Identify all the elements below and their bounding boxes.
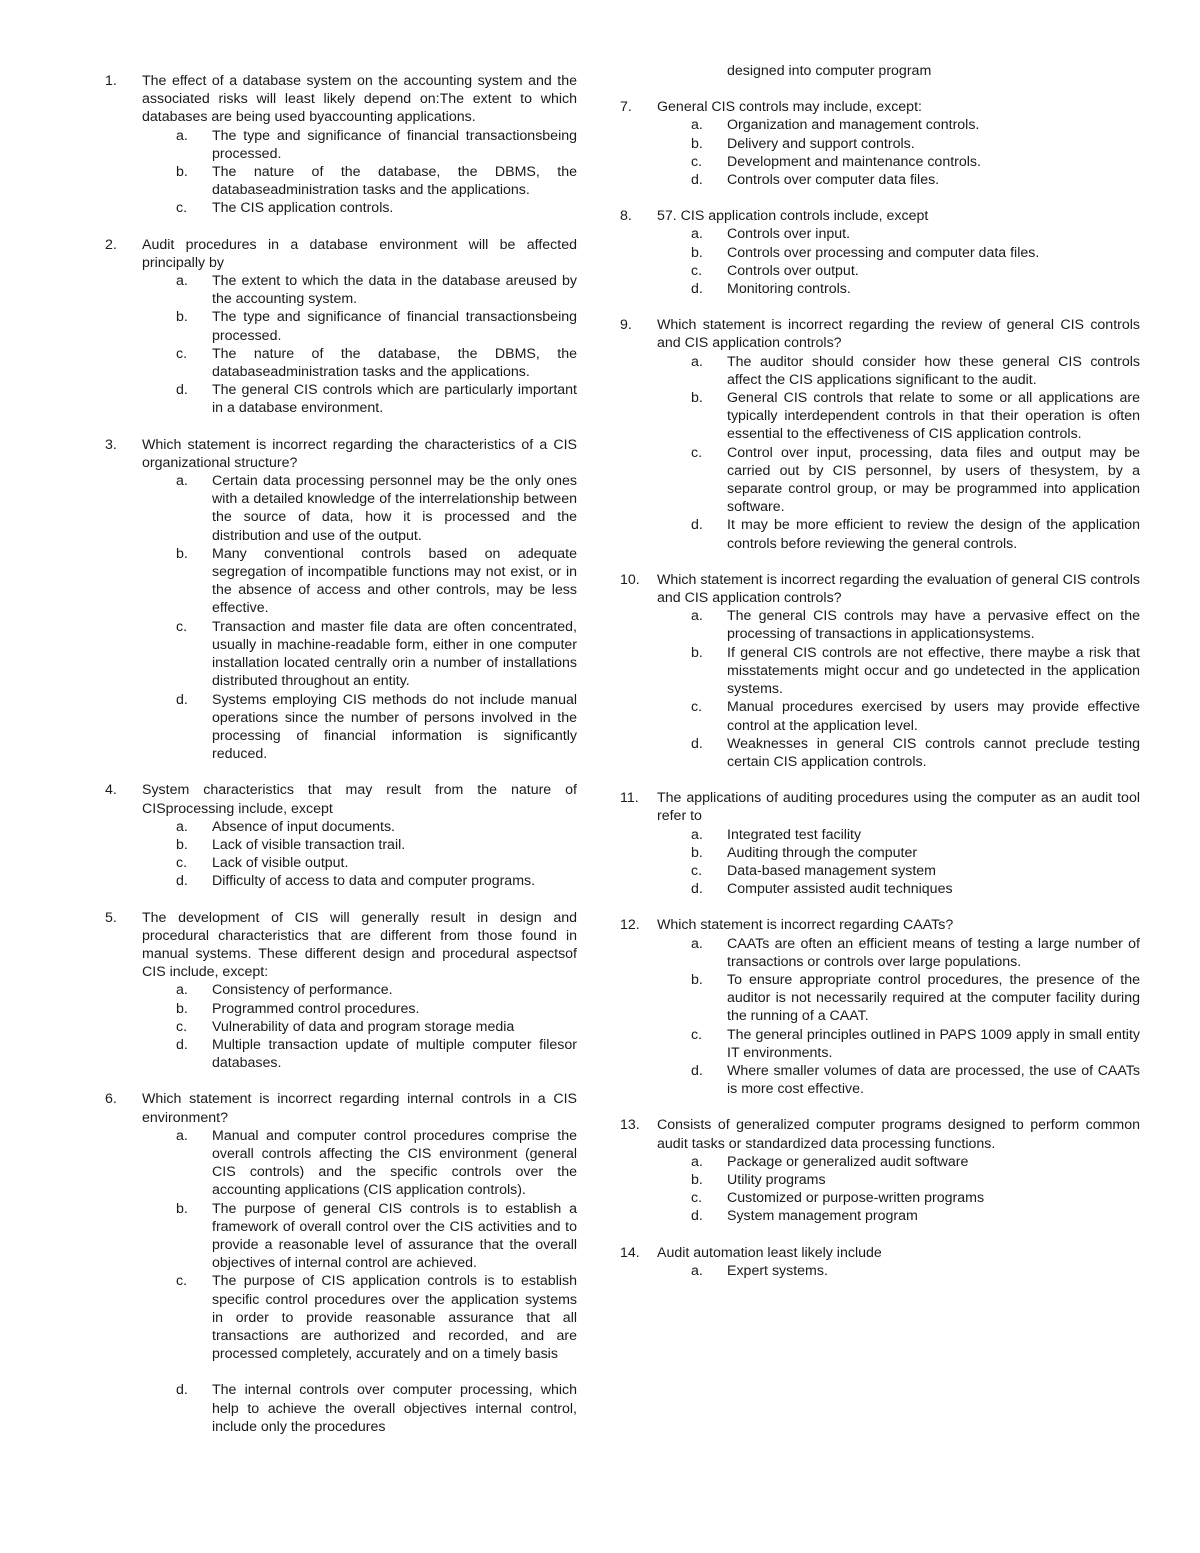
question-stem: Consists of generalized computer programs designed to perform common audit tasks or standardized data processing functions. bbox=[657, 1117, 1140, 1152]
answer-option bbox=[691, 353, 1140, 389]
question-stem: General CIS controls may include, except: bbox=[657, 99, 922, 116]
answer-option bbox=[176, 1200, 577, 1273]
answer-options bbox=[142, 127, 577, 218]
option-text: Systems employing CIS methods do not include manual operations since the number of persons involved in the processing of financial information is significantly reduced. bbox=[212, 691, 577, 763]
question-item bbox=[620, 1116, 1140, 1225]
answer-option bbox=[691, 1207, 1140, 1225]
option-letter: c. bbox=[176, 618, 188, 635]
right-column bbox=[620, 62, 1140, 1298]
answer-option bbox=[691, 1262, 1140, 1280]
option-text: The nature of the database, the DBMS, the databaseadministration tasks and the applications. bbox=[212, 164, 577, 199]
option-text: Customized or purpose-written programs bbox=[727, 1190, 985, 1207]
option-text: The type and significance of financial transactionsbeing processed. bbox=[212, 309, 577, 344]
option-text: The CIS application controls. bbox=[212, 200, 394, 217]
option-letter: d. bbox=[691, 881, 703, 898]
answer-option bbox=[691, 862, 1140, 880]
answer-option bbox=[176, 981, 577, 999]
option-text: Control over input, processing, data files and output may be carried out by CIS personnel, by users of thesystem, by a separate control group, or may be programmed into application software. bbox=[727, 444, 1140, 516]
option-letter: a. bbox=[691, 226, 703, 243]
option-letter: d. bbox=[691, 281, 703, 298]
answer-option bbox=[691, 171, 1140, 189]
answer-option bbox=[691, 1026, 1140, 1062]
answer-option bbox=[691, 262, 1140, 280]
option-text: Multiple transaction update of multiple computer filesor databases. bbox=[212, 1036, 577, 1072]
option-letter: c. bbox=[176, 1273, 188, 1290]
option-text: Lack of visible output. bbox=[212, 855, 349, 872]
option-letter: a. bbox=[691, 117, 703, 134]
answer-option bbox=[691, 280, 1140, 298]
question-number: 9. bbox=[620, 317, 632, 334]
option-text: Vulnerability of data and program storage media bbox=[212, 1018, 515, 1035]
question-number: 4. bbox=[105, 782, 117, 799]
option-text: Manual procedures exercised by users may provide effective control at the application level. bbox=[727, 699, 1140, 734]
option-text: The type and significance of financial transactionsbeing processed. bbox=[212, 127, 577, 162]
option-text: The general CIS controls may have a pervasive effect on the processing of transactions in applicationsystems. bbox=[727, 608, 1140, 643]
option-letter: b. bbox=[176, 836, 188, 853]
answer-option bbox=[691, 971, 1140, 1026]
option-letter: d. bbox=[691, 735, 703, 752]
question-item bbox=[620, 316, 1140, 553]
answer-option bbox=[176, 691, 577, 764]
question-item bbox=[620, 916, 1140, 1098]
question-number: 8. bbox=[620, 208, 632, 225]
answer-option bbox=[176, 1127, 577, 1200]
answer-option bbox=[691, 607, 1140, 643]
option-text: The general principles outlined in PAPS 1009 apply in small entity IT environments. bbox=[727, 1026, 1140, 1061]
answer-options bbox=[657, 353, 1140, 553]
option-text: Computer assisted audit techniques bbox=[727, 881, 953, 898]
question-number: 5. bbox=[105, 909, 117, 926]
continued-option-text: designed into computer program bbox=[727, 63, 932, 79]
option-letter: a. bbox=[176, 273, 188, 290]
question-item bbox=[620, 789, 1140, 898]
option-letter: d. bbox=[176, 1036, 188, 1053]
answer-option bbox=[176, 1272, 577, 1363]
option-letter: d. bbox=[691, 1062, 703, 1079]
answer-option bbox=[176, 1000, 577, 1018]
option-text: To ensure appropriate control procedures, the presence of the auditor is not necessarily required at the computer facility during the running of a CAAT. bbox=[727, 971, 1140, 1025]
option-text: The purpose of general CIS controls is to establish a framework of overall control over the CIS activities and to provide a reasonable level of assurance that the overall objectives of internal control are achieved. bbox=[212, 1200, 577, 1272]
answer-options bbox=[657, 116, 1140, 189]
option-letter: c. bbox=[691, 262, 703, 279]
answer-options bbox=[142, 472, 577, 763]
option-text: Transaction and master file data are often concentrated, usually in machine-readable form, either in one computer installation located centrally orin a number of installations distributed throughout an entity. bbox=[212, 618, 577, 690]
option-letter: a. bbox=[176, 127, 188, 144]
option-letter: d. bbox=[691, 1208, 703, 1225]
answer-option bbox=[176, 472, 577, 545]
answer-options bbox=[657, 607, 1140, 771]
question-stem: Which statement is incorrect regarding internal controls in a CIS environment? bbox=[142, 1091, 577, 1126]
option-text: Controls over output. bbox=[727, 262, 859, 279]
option-text: CAATs are often an efficient means of testing a large number of transactions or controls over large populations. bbox=[727, 935, 1140, 970]
option-text: Programmed control procedures. bbox=[212, 1000, 420, 1017]
option-text: Monitoring controls. bbox=[727, 281, 851, 298]
left-column bbox=[105, 72, 577, 1454]
option-letter: d. bbox=[176, 1382, 188, 1399]
option-text: General CIS controls that relate to some or all applications are typically interdependent controls in that their operation is often essential to the effectiveness of CIS application controls. bbox=[727, 390, 1140, 443]
answer-option bbox=[176, 872, 577, 890]
option-text: Delivery and support controls. bbox=[727, 135, 915, 152]
option-letter: a. bbox=[176, 818, 188, 835]
option-letter: b. bbox=[691, 971, 703, 988]
answer-option bbox=[691, 389, 1140, 444]
option-text: Lack of visible transaction trail. bbox=[212, 836, 406, 853]
option-text: Consistency of performance. bbox=[212, 982, 393, 999]
option-letter: b. bbox=[691, 135, 703, 152]
answer-option bbox=[691, 153, 1140, 171]
question-stem: Which statement is incorrect regarding CAATs? bbox=[657, 917, 954, 934]
option-text: Difficulty of access to data and computer programs. bbox=[212, 873, 536, 890]
option-letter: a. bbox=[691, 1153, 703, 1170]
option-text: Where smaller volumes of data are processed, the use of CAATs is more cost effective. bbox=[727, 1062, 1140, 1098]
question-item bbox=[105, 1090, 577, 1436]
option-letter: c. bbox=[691, 1026, 703, 1043]
question-stem: The development of CIS will generally result in design and procedural characteristics that are different from those found in manual systems. These different design and procedural aspectsof CIS include, except: bbox=[142, 909, 577, 981]
question-number: 10. bbox=[620, 571, 640, 588]
answer-options bbox=[657, 1153, 1140, 1226]
option-letter: d. bbox=[176, 873, 188, 890]
answer-option bbox=[176, 199, 577, 217]
answer-option bbox=[691, 1062, 1140, 1098]
answer-option bbox=[176, 163, 577, 199]
option-letter: c. bbox=[691, 444, 703, 461]
option-letter: c. bbox=[691, 862, 703, 879]
question-number: 14. bbox=[620, 1244, 640, 1261]
option-text: The general CIS controls which are particularly important in a database environment. bbox=[212, 382, 577, 417]
answer-option bbox=[176, 1018, 577, 1036]
question-number: 1. bbox=[105, 73, 117, 89]
answer-option bbox=[691, 1189, 1140, 1207]
question-stem: Which statement is incorrect regarding the evaluation of general CIS controls and CIS application controls? bbox=[657, 571, 1140, 607]
question-number: 11. bbox=[620, 790, 639, 807]
question-item bbox=[620, 98, 1140, 189]
answer-option bbox=[691, 644, 1140, 699]
question-number: 6. bbox=[105, 1091, 117, 1108]
option-letter: b. bbox=[176, 164, 188, 181]
question-number: 7. bbox=[620, 99, 632, 116]
option-letter: a. bbox=[691, 353, 703, 370]
answer-option bbox=[691, 826, 1140, 844]
option-letter: a. bbox=[691, 826, 703, 843]
option-text: Integrated test facility bbox=[727, 826, 862, 843]
answer-option bbox=[176, 381, 577, 417]
option-letter: c. bbox=[691, 699, 703, 716]
answer-options bbox=[142, 1127, 577, 1436]
option-letter: c. bbox=[176, 855, 188, 872]
option-letter: a. bbox=[176, 1127, 188, 1144]
answer-option bbox=[691, 1153, 1140, 1171]
option-text: Expert systems. bbox=[727, 1262, 828, 1279]
option-letter: b. bbox=[691, 244, 703, 261]
option-text: System management program bbox=[727, 1208, 918, 1225]
option-text: Many conventional controls based on adequate segregation of incompatible functions may not exist, or in the absence of access and other controls, may be less effective. bbox=[212, 545, 577, 617]
option-text: Auditing through the computer bbox=[727, 844, 918, 861]
option-letter: b. bbox=[691, 844, 703, 861]
answer-option bbox=[691, 935, 1140, 971]
option-text: It may be more efficient to review the design of the application controls before reviewing the general controls. bbox=[727, 517, 1140, 552]
option-text: Utility programs bbox=[727, 1171, 826, 1188]
option-letter: b. bbox=[691, 644, 703, 661]
question-number: 12. bbox=[620, 917, 640, 934]
answer-options bbox=[657, 225, 1140, 298]
answer-option bbox=[176, 545, 577, 618]
option-text: The purpose of CIS application controls is to establish specific control procedures over the application systems in order to provide reasonable assurance that all transactions are authorized and recorded, and are processed completely, accurately and on a timely basis bbox=[212, 1273, 577, 1363]
option-text: Organization and management controls. bbox=[727, 117, 980, 134]
option-letter: d. bbox=[176, 691, 188, 708]
question-number: 3. bbox=[105, 436, 117, 453]
answer-options bbox=[657, 826, 1140, 899]
answer-option bbox=[176, 308, 577, 344]
answer-option bbox=[691, 735, 1140, 771]
answer-option bbox=[691, 135, 1140, 153]
right-question-list bbox=[620, 98, 1140, 1280]
question-item bbox=[105, 436, 577, 764]
answer-option bbox=[691, 698, 1140, 734]
option-text: Certain data processing personnel may be the only ones with a detailed knowledge of the interrelationship between the source of data, how it is processed and the distribution and use of the output. bbox=[212, 473, 577, 544]
option-letter: b. bbox=[176, 309, 188, 326]
question-stem: Which statement is incorrect regarding the review of general CIS controls and CIS application controls? bbox=[657, 317, 1140, 352]
answer-options bbox=[657, 1262, 1140, 1280]
option-text: The extent to which the data in the database areused by the accounting system. bbox=[212, 273, 577, 308]
answer-option bbox=[176, 127, 577, 163]
option-text: If general CIS controls are not effective, there maybe a risk that misstatements might occur and go undetected in the application systems. bbox=[727, 644, 1140, 698]
answer-option bbox=[176, 854, 577, 872]
question-item bbox=[105, 236, 577, 418]
answer-option bbox=[176, 1036, 577, 1072]
option-text: Manual and computer control procedures comprise the overall controls affecting the CIS environment (general CIS controls) and the specific controls over the accounting applications (CIS application controls). bbox=[212, 1127, 577, 1199]
answer-option bbox=[176, 818, 577, 836]
option-text: Controls over computer data files. bbox=[727, 172, 940, 189]
option-letter: d. bbox=[691, 172, 703, 189]
option-text: Absence of input documents. bbox=[212, 818, 395, 835]
option-letter: d. bbox=[176, 382, 188, 399]
answer-option bbox=[691, 1171, 1140, 1189]
question-item bbox=[105, 909, 577, 1073]
option-letter: b. bbox=[176, 1000, 188, 1017]
question-item bbox=[620, 1244, 1140, 1280]
answer-option bbox=[691, 844, 1140, 862]
option-text: Weaknesses in general CIS controls cannot preclude testing certain CIS application controls. bbox=[727, 735, 1140, 770]
question-stem: Which statement is incorrect regarding the characteristics of a CIS organizational structure? bbox=[142, 436, 577, 471]
option-text: Controls over processing and computer data files. bbox=[727, 244, 1040, 261]
option-text: Data-based management system bbox=[727, 862, 936, 879]
option-text: The nature of the database, the DBMS, the databaseadministration tasks and the applications. bbox=[212, 345, 577, 381]
answer-options bbox=[142, 981, 577, 1072]
question-item bbox=[620, 571, 1140, 771]
question-stem: Audit procedures in a database environment will be affected principally by bbox=[142, 236, 577, 271]
question-stem: 57. CIS application controls include, except bbox=[657, 208, 929, 225]
option-text: The auditor should consider how these general CIS controls affect the CIS applications significant to the audit. bbox=[727, 353, 1140, 388]
answer-option bbox=[691, 244, 1140, 262]
option-letter: b. bbox=[691, 390, 703, 407]
question-stem: The applications of auditing procedures using the computer as an audit tool refer to bbox=[657, 790, 1140, 825]
option-letter: a. bbox=[176, 982, 188, 999]
question-item bbox=[620, 207, 1140, 298]
answer-options bbox=[657, 935, 1140, 1099]
answer-option bbox=[691, 225, 1140, 243]
question-item bbox=[105, 72, 577, 218]
answer-option bbox=[176, 272, 577, 308]
answer-option bbox=[176, 345, 577, 381]
question-number: 2. bbox=[105, 236, 117, 253]
option-letter: c. bbox=[176, 345, 188, 362]
option-letter: c. bbox=[691, 153, 703, 170]
question-stem: System characteristics that may result from the nature of CISprocessing include, except bbox=[142, 782, 577, 817]
question-stem: Audit automation least likely include bbox=[657, 1244, 882, 1261]
option-letter: a. bbox=[691, 608, 703, 625]
question-number: 13. bbox=[620, 1117, 640, 1134]
answer-options bbox=[142, 272, 577, 418]
option-letter: a. bbox=[176, 473, 188, 490]
option-letter: b. bbox=[176, 1200, 188, 1217]
option-letter: d. bbox=[691, 517, 703, 534]
answer-option bbox=[691, 444, 1140, 517]
answer-option bbox=[691, 116, 1140, 134]
option-text: The internal controls over computer processing, which help to achieve the overall objectives internal control, include only the procedures bbox=[212, 1382, 577, 1435]
option-letter: a. bbox=[691, 935, 703, 952]
answer-option bbox=[691, 516, 1140, 552]
option-letter: c. bbox=[176, 1018, 188, 1035]
answer-options bbox=[142, 818, 577, 891]
option-letter: c. bbox=[176, 200, 188, 217]
option-text: Package or generalized audit software bbox=[727, 1153, 969, 1170]
option-text: Controls over input. bbox=[727, 226, 851, 243]
answer-option bbox=[176, 618, 577, 691]
question-stem: The effect of a database system on the accounting system and the associated risks will least likely depend on:The extent to which databases are being used byaccounting applications. bbox=[142, 73, 577, 126]
option-text: Development and maintenance controls. bbox=[727, 153, 981, 170]
option-letter: a. bbox=[691, 1262, 703, 1279]
option-letter: b. bbox=[691, 1171, 703, 1188]
answer-option bbox=[691, 880, 1140, 898]
option-letter: b. bbox=[176, 545, 188, 562]
answer-option bbox=[176, 836, 577, 854]
answer-option bbox=[176, 1381, 577, 1436]
question-item bbox=[105, 781, 577, 890]
option-letter: c. bbox=[691, 1190, 703, 1207]
